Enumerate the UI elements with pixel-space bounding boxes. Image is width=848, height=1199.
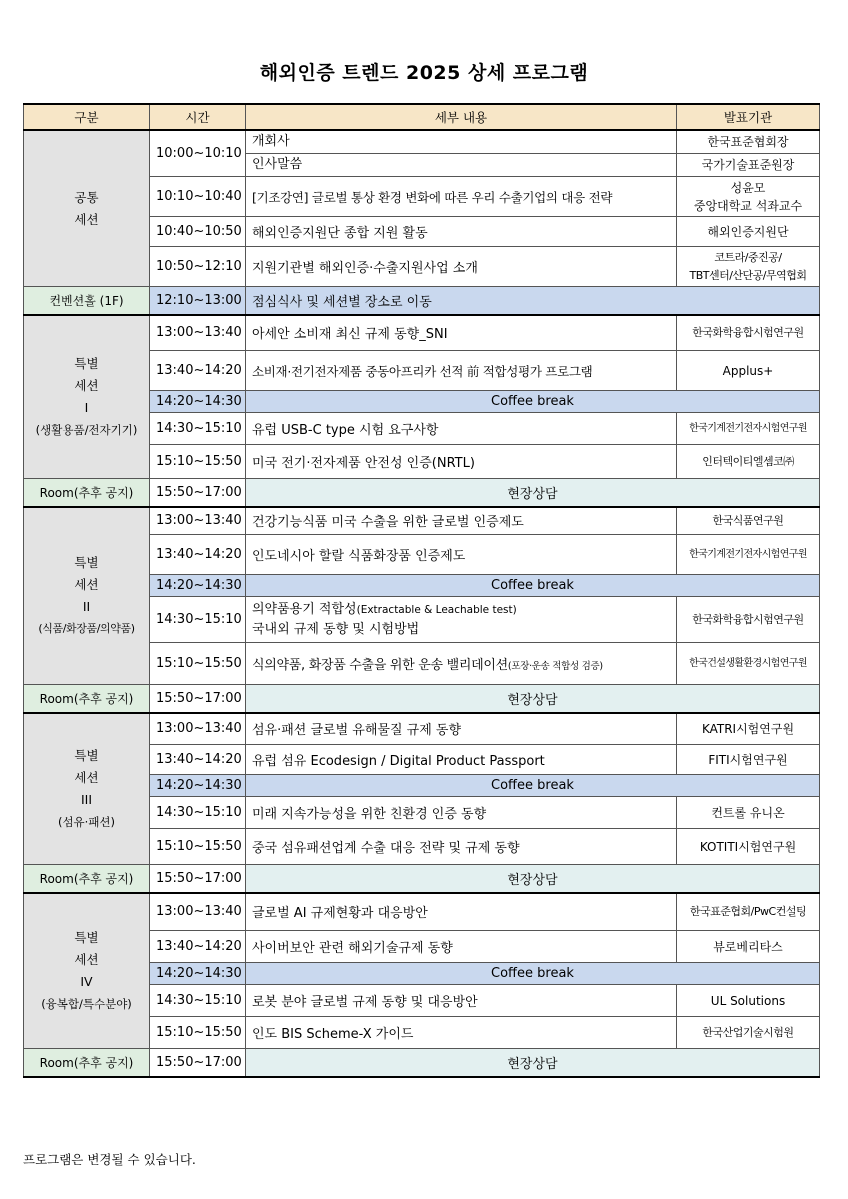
detail-cell: [246, 597, 677, 643]
section-label-line: 공통: [74, 189, 99, 205]
detail-line: 인사말씀: [252, 157, 303, 172]
detail-cell: [246, 643, 677, 685]
table-row: [24, 893, 820, 931]
org-cell: 인터텍이티엘셈코㈜: [677, 445, 820, 479]
org-cell: 한국화학융합시험연구원: [677, 597, 820, 643]
coffee-break: Coffee break: [246, 391, 820, 413]
detail-text: 의약품용기 적합성: [252, 601, 357, 617]
org-cell: 한국기계전기전자시험연구원: [677, 535, 820, 575]
header-detail: 세부 내용: [246, 104, 677, 130]
onsite-consult: 현장상담: [246, 479, 820, 507]
detail-line: [252, 600, 670, 620]
table-row: [24, 130, 820, 177]
section-label-line: 세션: [74, 769, 99, 785]
time-cell: 13:40~14:20: [150, 535, 246, 575]
time-cell: 15:50~17:00: [150, 479, 246, 507]
time-cell: 13:40~14:20: [150, 931, 246, 963]
org-line: 중앙대학교 석좌교수: [693, 198, 803, 213]
section-label-line: 세션: [74, 576, 99, 592]
time-cell: 14:20~14:30: [150, 575, 246, 597]
org-cell: UL Solutions: [677, 985, 820, 1017]
org-cell: [677, 247, 820, 287]
org-cell: 한국화학융합시험연구원: [677, 315, 820, 351]
coffee-break: Coffee break: [246, 963, 820, 985]
org-line: 코트라/중진공/: [714, 250, 782, 264]
table-row: [24, 507, 820, 535]
time-cell: 14:20~14:30: [150, 963, 246, 985]
section-label-line: 세션: [74, 211, 99, 227]
onsite-consult: 현장상담: [246, 865, 820, 893]
time-cell: 13:40~14:20: [150, 351, 246, 391]
onsite-consult: 현장상담: [246, 685, 820, 713]
org-line: TBT센터/산단공/무역협회: [689, 268, 807, 282]
time-cell: 10:00~10:10: [150, 130, 246, 177]
section-label-s2: [24, 507, 150, 685]
detail-cell: 건강기능식품 미국 수출을 위한 글로벌 인증제도: [246, 507, 677, 535]
detail-cell: [246, 130, 677, 177]
org-cell: Applus+: [677, 351, 820, 391]
detail-cell: 미국 전기·전자제품 안전성 인증(NRTL): [246, 445, 677, 479]
section-label-line: 특별: [74, 929, 99, 945]
detail-cell: 인도 BIS Scheme-X 가이드: [246, 1017, 677, 1049]
org-cell: 한국식품연구원: [677, 507, 820, 535]
org-cell: [677, 130, 820, 177]
detail-cell: 로봇 분야 글로벌 규제 동향 및 대응방안: [246, 985, 677, 1017]
time-cell: 14:20~14:30: [150, 775, 246, 797]
section-label-s1: [24, 315, 150, 479]
org-cell: 한국산업기술시험원: [677, 1017, 820, 1049]
section-label-line: 세션: [74, 377, 99, 393]
onsite-consult: 현장상담: [246, 1049, 820, 1077]
org-cell: 한국기계전기전자시험연구원: [677, 413, 820, 445]
coffee-break: Coffee break: [246, 575, 820, 597]
detail-cell: 지원기관별 해외인증·수출지원사업 소개: [246, 247, 677, 287]
time-cell: 15:50~17:00: [150, 1049, 246, 1077]
table-row: [24, 315, 820, 351]
section-label-line: III: [80, 791, 93, 807]
room-label: Room(추후 공지): [24, 685, 150, 713]
detail-cell: 사이버보안 관련 해외기술규제 동향: [246, 931, 677, 963]
section-label-line: (생활용품/전자기기): [35, 422, 138, 437]
detail-subtext: (포장·운송 적합성 검증): [507, 661, 603, 672]
org-cell: [677, 177, 820, 217]
detail-cell: 아세안 소비재 최신 규제 동향_SNI: [246, 315, 677, 351]
detail-text: 식의약품, 화장품 수출을 위한 운송 밸리데이션: [252, 658, 508, 673]
time-cell: 10:10~10:40: [150, 177, 246, 217]
detail-line: 국내외 규제 동향 및 시험방법: [252, 621, 420, 637]
consult-row: [24, 1049, 820, 1077]
section-label-line: (섬유·패션): [57, 814, 116, 829]
section-label-line: (식품/화장품/의약품): [38, 621, 135, 635]
detail-cell: 해외인증지원단 종합 지원 활동: [246, 217, 677, 247]
detail-cell: 인도네시아 할랄 식품화장품 인증제도: [246, 535, 677, 575]
org-line: 국가기술표준원장: [701, 158, 795, 172]
time-cell: 10:50~12:10: [150, 247, 246, 287]
section-label-line: I: [84, 399, 89, 415]
time-cell: 15:50~17:00: [150, 865, 246, 893]
org-cell: KOTITI시험연구원: [677, 829, 820, 865]
section-label-s4: [24, 893, 150, 1049]
coffee-break: Coffee break: [246, 775, 820, 797]
section-label-line: II: [82, 598, 91, 614]
org-cell: 뷰로베리타스: [677, 931, 820, 963]
time-cell: 13:00~13:40: [150, 507, 246, 535]
detail-subtext: (Extractable & Leachable test): [356, 603, 517, 616]
detail-cell: 글로벌 AI 규제현황과 대응방안: [246, 893, 677, 931]
time-cell: 12:10~13:00: [150, 287, 246, 315]
consult-row: [24, 479, 820, 507]
org-line: 한국표준협회장: [677, 131, 819, 154]
room-label: Room(추후 공지): [24, 479, 150, 507]
room-label: Room(추후 공지): [24, 1049, 150, 1077]
section-label-line: IV: [80, 973, 93, 989]
time-cell: 15:10~15:50: [150, 1017, 246, 1049]
detail-cell: 중국 섬유패션업계 수출 대응 전략 및 규제 동향: [246, 829, 677, 865]
lunch-location: 컨벤션홀 (1F): [24, 287, 150, 315]
header-time: 시간: [150, 104, 246, 130]
time-cell: 10:40~10:50: [150, 217, 246, 247]
section-label-line: 특별: [74, 747, 99, 763]
footnote: 프로그램은 변경될 수 있습니다.: [23, 1152, 196, 1167]
consult-row: [24, 685, 820, 713]
program-table: [23, 103, 820, 1078]
table-row: [24, 713, 820, 745]
section-label-common: [24, 130, 150, 287]
time-cell: 15:50~17:00: [150, 685, 246, 713]
org-cell: FITI시험연구원: [677, 745, 820, 775]
consult-row: [24, 865, 820, 893]
room-label: Room(추후 공지): [24, 865, 150, 893]
org-cell: KATRI시험연구원: [677, 713, 820, 745]
time-cell: 13:40~14:20: [150, 745, 246, 775]
time-cell: 14:30~15:10: [150, 597, 246, 643]
detail-cell: 유럽 USB-C type 시험 요구사항: [246, 413, 677, 445]
header-org: 발표기관: [677, 104, 820, 130]
org-cell: 한국표준협회/PwC컨설팅: [677, 893, 820, 931]
section-label-s3: [24, 713, 150, 865]
org-cell: 한국건설생활환경시험연구원: [677, 643, 820, 685]
time-cell: 14:30~15:10: [150, 797, 246, 829]
time-cell: 13:00~13:40: [150, 893, 246, 931]
page-title: 해외인증 트렌드 2025 상세 프로그램: [259, 62, 589, 84]
detail-line: 개회사: [246, 131, 676, 154]
org-cell: 해외인증지원단: [677, 217, 820, 247]
detail-cell: 유럽 섬유 Ecodesign / Digital Product Passport: [246, 745, 677, 775]
lunch-detail: 점심식사 및 세션별 장소로 이동: [246, 287, 820, 315]
time-cell: 15:10~15:50: [150, 829, 246, 865]
time-cell: 14:30~15:10: [150, 413, 246, 445]
section-label-line: (융복합/특수분야): [41, 996, 132, 1011]
org-line: 성윤모: [730, 180, 766, 195]
section-label-line: 특별: [74, 355, 99, 371]
section-label-line: 세션: [74, 951, 99, 967]
lunch-row: [24, 287, 820, 315]
section-label-line: 특별: [74, 554, 99, 570]
time-cell: 14:20~14:30: [150, 391, 246, 413]
org-cell: 컨트롤 유니온: [677, 797, 820, 829]
detail-cell: 소비재·전기전자제품 중동아프리카 선적 前 적합성평가 프로그램: [246, 351, 677, 391]
detail-cell: 섬유·패션 글로벌 유해물질 규제 동향: [246, 713, 677, 745]
header-gubun: 구분: [24, 104, 150, 130]
detail-cell: 미래 지속가능성을 위한 친환경 인증 동향: [246, 797, 677, 829]
time-cell: 13:00~13:40: [150, 315, 246, 351]
time-cell: 15:10~15:50: [150, 445, 246, 479]
time-cell: 13:00~13:40: [150, 713, 246, 745]
time-cell: 15:10~15:50: [150, 643, 246, 685]
time-cell: 14:30~15:10: [150, 985, 246, 1017]
header-row: [24, 104, 820, 130]
detail-cell: [기조강연] 글로벌 통상 환경 변화에 따른 우리 수출기업의 대응 전략: [246, 177, 677, 217]
